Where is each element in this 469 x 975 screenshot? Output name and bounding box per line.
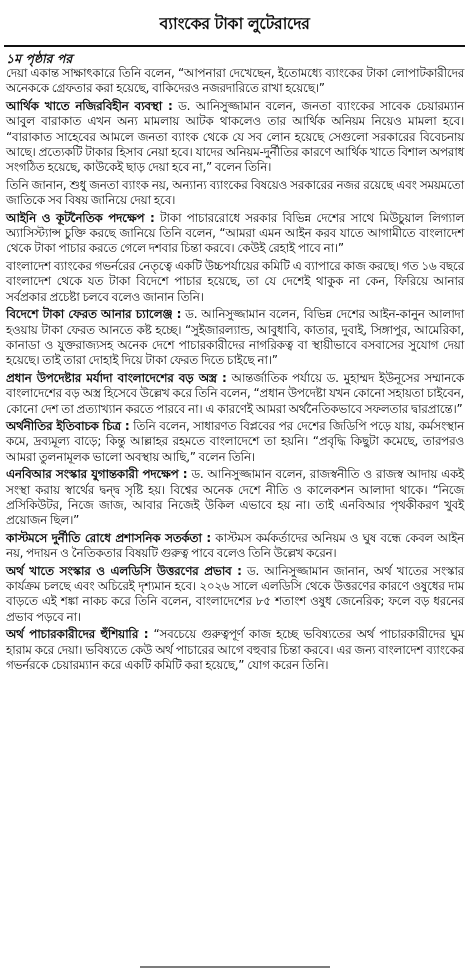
paragraph-kicker: অর্থ খাতে সংস্কার ও এলডিসি উত্তরণের প্রভাব : bbox=[6, 563, 242, 578]
paragraph bbox=[6, 531, 464, 562]
paragraph bbox=[6, 419, 464, 465]
paragraph-text: তিনি বলেন, সাধারণত বিপ্লবের পর দেশের জিডিপি পড়ে যায়, কর্মসংস্থান কমে, দ্রব্যমূল্য বাড়ে; কিন্তু আল্লাহর রহমতে বাংলাদেশে তা হয়নি। “প্রবৃদ্ধি কিছুটা কমেছে, তারপরও আমরা তুলনামূলক ভালো অবস্থায় আছি,” বলেন তিনি। bbox=[6, 418, 464, 464]
paragraph bbox=[6, 99, 464, 176]
paragraph-kicker: আইনি ও কূটনৈতিক পদক্ষেপ : bbox=[6, 210, 155, 225]
article-body bbox=[6, 66, 464, 675]
paragraph-text: “সবচেয়ে গুরুত্বপূর্ণ কাজ হচ্ছে ভবিষ্যতের অর্থ পাচারকারীদের ঘুম হারাম করে দেয়া। ভবিষ্যতে কেউ অর্থ পাচারের আগে বহুবার চিন্তা করবে। এর জন্য বাংলাদেশ ব্যাংকের গভর্নরকে চেয়ারম্যান করে একটি কমিটি করা হয়েছে,” যোগ করেন তিনি। bbox=[6, 627, 464, 673]
paragraph bbox=[6, 178, 464, 209]
paragraph bbox=[6, 371, 464, 417]
paragraph-text: ড. আনিসুজ্জামান জানান, অর্থ খাতের সংস্কার কার্যক্রম চলছে এবং অচিরেই দৃশ্যমান হবে। ২০২৬ সালে এলডিসি থেকে উত্তরণের কারণে ওষুধের দাম বাড়তে এই শঙ্কা নাকচ করে তিনি বলেন, বাংলাদেশের ৮৫ শতাংশ ওষুধ জেনেরিক; ফলে বড় ধরনের প্রভাব পড়বে না। bbox=[6, 563, 464, 624]
paragraph-text: কাস্টমস কর্মকর্তাদের অনিয়ম ও ঘুষ বন্ধে কেবল আইন নয়, পদায়ন ও নৈতিকতার বিষয়টি গুরুত্ব পাবে বলেও তিনি উল্লেখ করেন। bbox=[6, 530, 464, 561]
paragraph bbox=[6, 627, 464, 673]
paragraph-kicker: অর্থনীতির ইতিবাচক চিত্র : bbox=[6, 418, 130, 433]
cut-off-rule bbox=[140, 966, 330, 975]
continued-from-label: ১ম পৃষ্ঠার পর bbox=[6, 51, 73, 66]
paragraph-text: আন্তর্জাতিক পর্যায়ে ড. মুহাম্মদ ইউনূসের সম্মানকে বাংলাদেশের বড় অস্ত্র হিসেবে উল্লেখ করে তিনি বলেন, “প্রধান উপদেষ্টা যখন কোনো সহায়তা চাইবেন, কোনো দেশ তা প্রত্যাখ্যান করতে পারবে না। এ কারণেই আমরা অর্থনৈতিকভাবে সফলতার দ্বারপ্রান্তে।” bbox=[6, 370, 464, 416]
headline: ব্যাংকের টাকা লুটেরাদের bbox=[159, 14, 310, 33]
paragraph-text: ড. আনিসুজ্জামান বলেন, জনতা ব্যাংকের সাবেক চেয়ারম্যান আবুল বারাকাত এখন অন্য মামলায় আটক থাকলেও তার আর্থিক অনিয়ম নিয়েও মামলা হবে। “বারাকাত সাহেবের আমলে জনতা ব্যাংক থেকে যে সব লোন হয়েছে সেগুলো সরকারের বিবেচনায় আছে। প্রত্যেকটি টাকার হিসাব নেয়া হবে। যাদের অনিয়ম-দুর্নীতির কারণে আর্থিক খাতে বিশাল অপরাধ সংগঠিত হয়েছে, কাউকেই ছাড় দেয়া হবে না,” বলেন তিনি। bbox=[6, 98, 464, 175]
clipping-bottom-edge bbox=[0, 960, 469, 975]
paragraph bbox=[6, 66, 464, 97]
headline-rule bbox=[4, 45, 465, 47]
paragraph-text: ড. আনিসুজ্জামান বলেন, বিভিন্ন দেশের আইন-কানুন আলাদা হওয়ায় টাকা ফেরত আনতে কষ্ট হচ্ছে। “সুইজারল্যান্ড, আবুধাবি, কাতার, দুবাই, সিঙ্গাপুর, আমেরিকা, কানাডা ও যুক্তরাজ্যসহ অনেক দেশে পাচারকারীদের নাগরিকত্ব বা স্থায়ীভাবে বসবাসের সুযোগ দেয়া হয়েছে। তাই তারা দোহাই দিয়ে টাকা ফেরত দিতে চাইছে না।” bbox=[6, 307, 464, 368]
paragraph-kicker: আর্থিক খাতে নজিরবিহীন ব্যবস্থা : bbox=[6, 98, 173, 113]
paragraph bbox=[6, 467, 464, 529]
paragraph-text: দেয়া একান্ত সাক্ষাৎকারে তিনি বলেন, “আপনারা দেখেছেন, ইতোমধ্যে ব্যাংকের টাকা লোপাটকারীদের অনেককে গ্রেফতার করা হয়েছে, বাকিদেরও নজরদারিতে রাখা হয়েছে।” bbox=[6, 66, 464, 96]
paragraph-kicker: এনবিআর সংস্কার যুগান্তকারী পদক্ষেপ : bbox=[6, 467, 188, 482]
paragraph bbox=[6, 564, 464, 626]
paragraph-text: তিনি জানান, শুধু জনতা ব্যাংক নয়, অন্যান্য ব্যাংকের বিষয়েও সরকারের নজর রয়েছে এবং সময়মতো জাতিকে সব বিষয় জানিয়ে দেয়া হবে। bbox=[6, 177, 464, 208]
paragraph-text: বাংলাদেশ ব্যাংকের গভর্নরের নেতৃত্বে একটি উচ্চপর্যায়ের কমিটি এ ব্যাপারে কাজ করছে। গত ১৬ বছরে বাংলাদেশ থেকে যত টাকা বিদেশে পাচার হয়েছে, তা যে দেশেই থাকুক না কেন, ফিরিয়ে আনার সর্বপ্রকার প্রচেষ্টা চলবে বলেও জানান তিনি। bbox=[6, 258, 464, 304]
paragraph-text: ড. আনিসুজ্জামান বলেন, রাজস্বনীতি ও রাজস্ব আদায় একই সংস্থা করায় স্বার্থের দ্বন্দ্ব সৃষ্টি হয়। বিশ্বের অনেক দেশে নীতি ও কালেকশন আলাদা থাকে। “নিজে প্রসিকিউটর, নিজে জাজ, আবার নিজেই উকিল এভাবে হয় না। তাই এনবিআর পৃথকীকরণ খুবই প্রয়োজন ছিল।” bbox=[6, 467, 465, 528]
paragraph-text: টাকা পাচাররোধে সরকার বিভিন্ন দেশের সাথে মিউচুয়াল লিগ্যাল অ্যাসিস্ট্যান্স চুক্তি করছে জানিয়ে তিনি বলেন, “আমরা এমন আইন করব যাতে আগামীতে বাংলাদেশ থেকে টাকা পাচার করতে গেলে দশবার চিন্তা করবে। কেউই রেহাই পাবে না।” bbox=[6, 210, 464, 256]
paragraph-kicker: অর্থ পাচারকারীদের হুঁশিয়ারি : bbox=[6, 627, 149, 642]
paragraph-kicker: প্রধান উপদেষ্টার মর্যাদা বাংলাদেশের বড় অস্ত্র : bbox=[6, 370, 227, 385]
paragraph-kicker: কাস্টমসে দুর্নীতি রোধে প্রশাসনিক সতর্কতা : bbox=[6, 530, 211, 545]
paragraph bbox=[6, 211, 464, 257]
paragraph bbox=[6, 259, 464, 305]
paragraph-kicker: বিদেশে টাকা ফেরত আনার চ্যালেঞ্জ : bbox=[6, 307, 182, 322]
paragraph bbox=[6, 307, 464, 369]
